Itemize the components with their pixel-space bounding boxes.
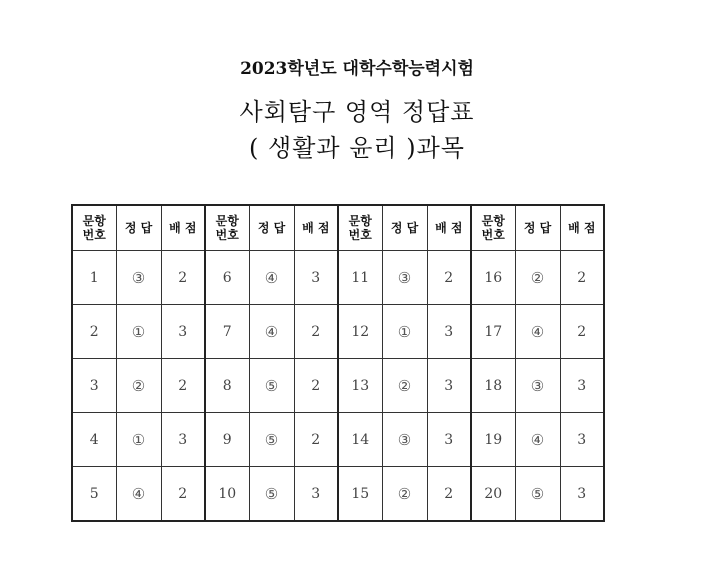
points-cell: 3 (560, 413, 604, 467)
answer-cell: ③ (515, 359, 560, 413)
question-number: 16 (471, 251, 515, 305)
question-number: 9 (205, 413, 249, 467)
answer-cell: ③ (382, 413, 427, 467)
header-question-number: 문항 번호 (338, 205, 382, 251)
subject-title: ( 생활과 윤리 )과목 (249, 134, 465, 162)
question-number: 18 (471, 359, 515, 413)
question-number: 8 (205, 359, 249, 413)
header-answer: 정 답 (515, 205, 560, 251)
question-number: 17 (471, 305, 515, 359)
points-cell: 3 (427, 413, 471, 467)
answer-cell: ④ (249, 251, 294, 305)
answer-cell: ③ (116, 251, 161, 305)
points-cell: 2 (294, 359, 338, 413)
answer-cell: ③ (382, 251, 427, 305)
question-number: 12 (338, 305, 382, 359)
question-number: 3 (72, 359, 116, 413)
answer-cell: ④ (249, 305, 294, 359)
header-answer: 정 답 (116, 205, 161, 251)
header-points: 배 점 (161, 205, 205, 251)
answer-cell: ② (116, 359, 161, 413)
question-number: 7 (205, 305, 249, 359)
points-cell: 2 (560, 251, 604, 305)
answer-cell: ⑤ (249, 413, 294, 467)
answer-cell: ② (382, 467, 427, 522)
table-row (72, 359, 604, 413)
question-number: 19 (471, 413, 515, 467)
points-cell: 2 (560, 305, 604, 359)
question-number: 13 (338, 359, 382, 413)
points-cell: 2 (427, 251, 471, 305)
question-number: 11 (338, 251, 382, 305)
question-number: 15 (338, 467, 382, 522)
points-cell: 2 (161, 467, 205, 522)
header-question-number: 문항 번호 (205, 205, 249, 251)
header-points: 배 점 (427, 205, 471, 251)
answer-cell: ① (116, 305, 161, 359)
question-number: 5 (72, 467, 116, 522)
answer-cell: ⑤ (515, 467, 560, 522)
points-cell: 3 (294, 251, 338, 305)
answer-cell: ⑤ (249, 467, 294, 522)
header-answer: 정 답 (249, 205, 294, 251)
answer-cell: ① (116, 413, 161, 467)
question-number: 1 (72, 251, 116, 305)
points-cell: 3 (427, 359, 471, 413)
points-cell: 3 (161, 305, 205, 359)
points-cell: 2 (294, 413, 338, 467)
answer-cell: ④ (515, 305, 560, 359)
question-number: 2 (72, 305, 116, 359)
question-number: 6 (205, 251, 249, 305)
header-row (72, 205, 604, 251)
answer-cell: ④ (515, 413, 560, 467)
points-cell: 3 (560, 467, 604, 522)
answer-cell: ① (382, 305, 427, 359)
question-number: 14 (338, 413, 382, 467)
points-cell: 2 (161, 251, 205, 305)
header-question-number: 문항 번호 (471, 205, 515, 251)
points-cell: 3 (427, 305, 471, 359)
points-cell: 2 (427, 467, 471, 522)
points-cell: 2 (294, 305, 338, 359)
question-number: 20 (471, 467, 515, 522)
header-points: 배 점 (294, 205, 338, 251)
points-cell: 3 (560, 359, 604, 413)
table-row (72, 305, 604, 359)
header-question-number: 문항 번호 (72, 205, 116, 251)
points-cell: 3 (161, 413, 205, 467)
answer-cell: ⑤ (249, 359, 294, 413)
table-row (72, 251, 604, 305)
answer-cell: ④ (116, 467, 161, 522)
table-row (72, 413, 604, 467)
answer-table (71, 204, 605, 522)
question-number: 10 (205, 467, 249, 522)
answer-cell: ② (382, 359, 427, 413)
question-number: 4 (72, 413, 116, 467)
header-points: 배 점 (560, 205, 604, 251)
exam-title: 2023학년도 대학수학능력시험 (240, 59, 474, 79)
table-row (72, 467, 604, 522)
points-cell: 2 (161, 359, 205, 413)
header-answer: 정 답 (382, 205, 427, 251)
answer-cell: ② (515, 251, 560, 305)
section-title: 사회탐구 영역 정답표 (239, 98, 475, 126)
points-cell: 3 (294, 467, 338, 522)
